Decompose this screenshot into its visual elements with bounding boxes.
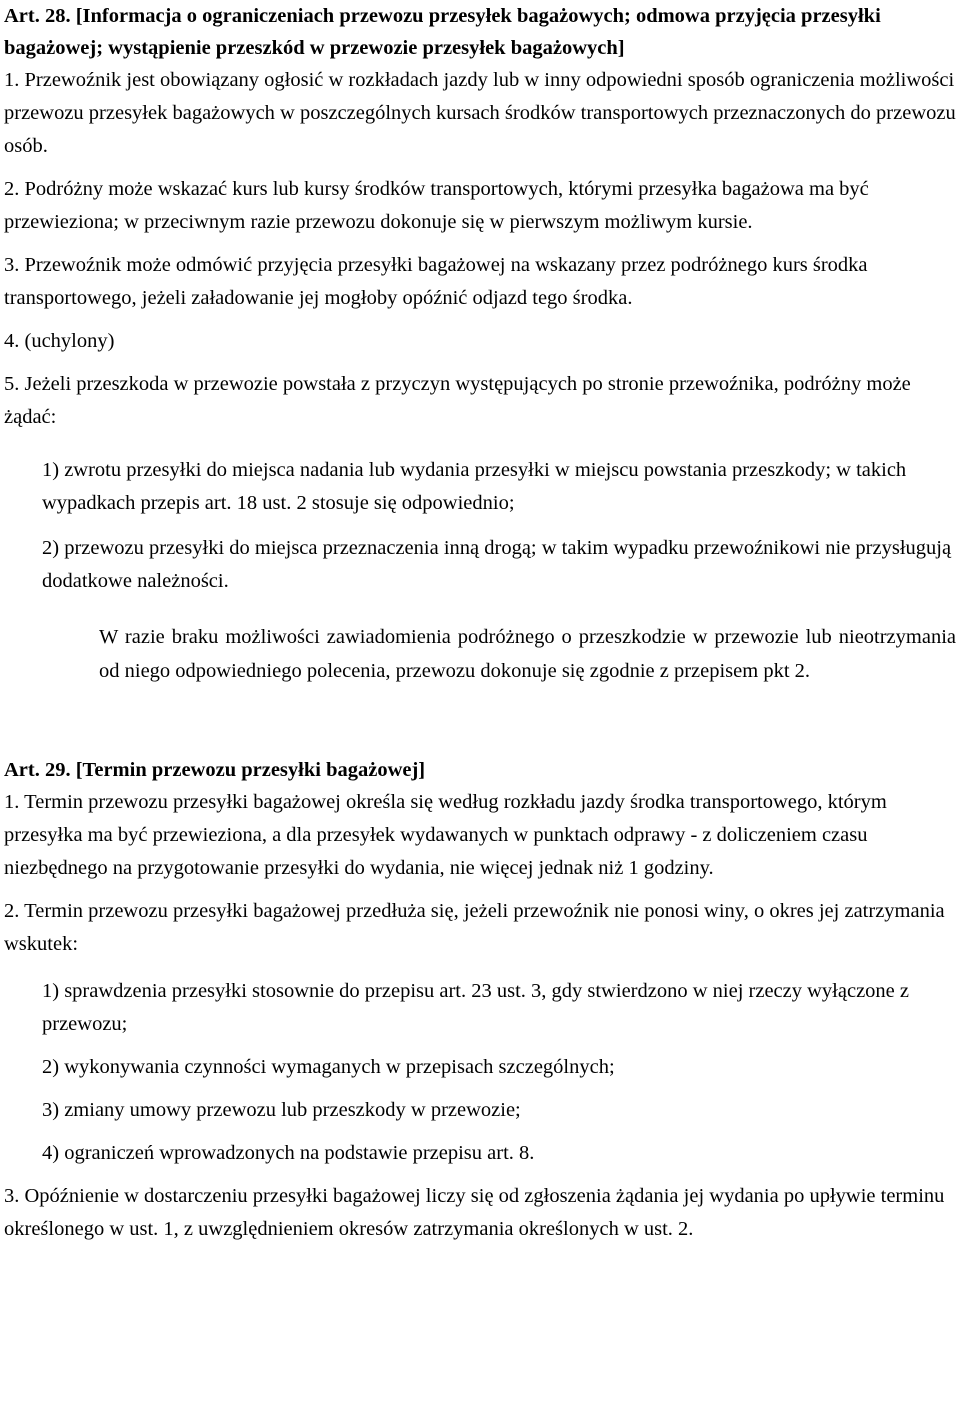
- article-28: [4, 0, 956, 688]
- article-29-heading: Art. 29. [Termin przewozu przesyłki bagażowej]: [4, 759, 426, 781]
- article-28-paragraph-2: 2. Podróżny może wskazać kurs lub kursy środków transportowych, którymi przesyłka bagażowa ma być przewieziona; w przeciwnym razie przewozu dokonuje się w pierwszym możliwym kursie.: [4, 178, 869, 233]
- article-29-list-item-4: 4) ograniczeń wprowadzonych na podstawie przepisu art. 8.: [42, 1142, 535, 1164]
- article-28-list-item-1: 1) zwrotu przesyłki do miejsca nadania lub wydania przesyłki w miejscu powstania przeszkody; w takich wypadkach przepis art. 18 ust. 2 stosuje się odpowiednio;: [42, 459, 907, 514]
- article-28-paragraph-3: 3. Przewoźnik może odmówić przyjęcia przesyłki bagażowej na wskazany przez podróżnego kurs środka transportowego, jeżeli załadowanie jej mogłoby opóźnić odjazd tego środka.: [4, 254, 868, 309]
- document-page: [4, 0, 956, 1246]
- article-29-paragraph-3: 3. Opóźnienie w dostarczeniu przesyłki bagażowej liczy się od zgłoszenia żądania jej wydania po upływie terminu określonego w ust. 1, z uwzględnieniem okresów zatrzymania określonych w ust. 2.: [4, 1185, 945, 1240]
- article-29-list: [4, 975, 956, 1170]
- article-29-list-item-2: 2) wykonywania czynności wymaganych w przepisach szczególnych;: [42, 1056, 615, 1078]
- article-28-list-item-2: 2) przewozu przesyłki do miejsca przeznaczenia inną drogą; w takim wypadku przewoźnikowi nie przysługują dodatkowe należności.: [42, 537, 952, 592]
- article-29-list-item-1: 1) sprawdzenia przesyłki stosownie do przepisu art. 23 ust. 3, gdy stwierdzono w niej rzeczy wyłączone z przewozu;: [42, 980, 909, 1035]
- article-28-paragraph-4: 4. (uchylony): [4, 330, 115, 352]
- article-29-list-item-3: 3) zmiany umowy przewozu lub przeszkody w przewozie;: [42, 1099, 521, 1121]
- article-29: [4, 754, 956, 1246]
- article-28-paragraph-1: 1. Przewoźnik jest obowiązany ogłosić w rozkładach jazdy lub w inny odpowiedni sposób ograniczenia możliwości przewozu przesyłek bagażowych w poszczególnych kursach środków transportowych przeznaczonych do przewozu osób.: [4, 69, 956, 157]
- article-28-paragraph-5: 5. Jeżeli przeszkoda w przewozie powstała z przyczyn występujących po stronie przewoźnika, podróżny może żądać:: [4, 373, 911, 428]
- article-29-paragraph-2: 2. Termin przewozu przesyłki bagażowej przedłuża się, jeżeli przewoźnik nie ponosi winy, o okres jej zatrzymania wskutek:: [4, 900, 945, 955]
- article-28-heading: Art. 28. [Informacja o ograniczeniach przewozu przesyłek bagażowych; odmowa przyjęcia przesyłki bagażowej; wystąpienie przeszkód w przewozie przesyłek bagażowych]: [4, 5, 881, 59]
- article-29-paragraph-1: 1. Termin przewozu przesyłki bagażowej określa się według rozkładu jazdy środka transportowego, którym przesyłka ma być przewieziona, a dla przesyłek wydawanych w punktach odprawy - z doliczeniem czasu niezbędnego na przygotowanie przesyłki do wydania, nie więcej jednak niż 1 godziny.: [4, 791, 887, 879]
- article-28-note: W razie braku możliwości zawiadomienia podróżnego o przeszkodzie w przewozie lub nieotrzymania od niego odpowiedniego polecenia, przewozu dokonuje się zgodnie z przepisem pkt 2.: [99, 626, 956, 682]
